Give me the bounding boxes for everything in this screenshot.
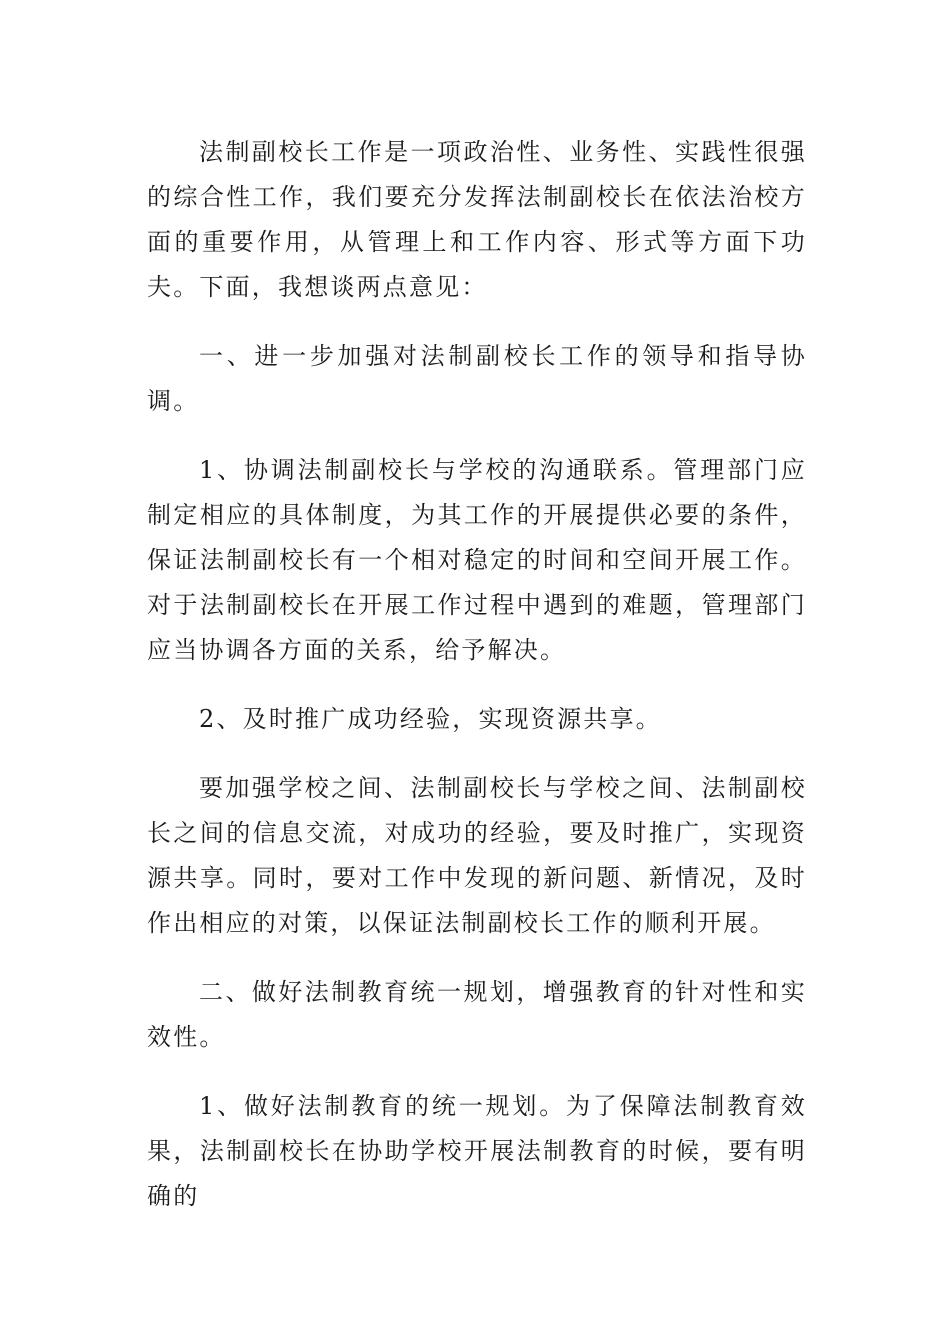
- paragraph-heading-1: 一、进一步加强对法制副校长工作的领导和指导协调。: [147, 342, 807, 415]
- paragraph-intro: 法制副校长工作是一项政治性、业务性、实践性很强的综合性工作，我们要充分发挥法制副校长在依法治校方面的重要作用，从管理上和工作内容、形式等方面下功夫。下面，我想谈两点意见：: [147, 138, 807, 301]
- paragraph-item-1-2: 2、及时推广成功经验，实现资源共享。: [199, 705, 662, 733]
- paragraph-item-1-2-detail: 要加强学校之间、法制副校长与学校之间、法制副校长之间的信息交流，对成功的经验，要及时推广，实现资源共享。同时，要对工作中发现的新问题、新情况，及时作出相应的对策，以保证法制副校长工作的顺利开展。: [147, 774, 807, 937]
- paragraph-item-1-1: 1、协调法制副校长与学校的沟通联系。管理部门应制定相应的具体制度，为其工作的开展提供必要的条件，保证法制副校长有一个相对稳定的时间和空间开展工作。对于法制副校长在开展工作过程中遇到的难题，管理部门应当协调各方面的关系，给予解决。: [147, 456, 807, 664]
- paragraph-heading-2: 二、做好法制教育统一规划，增强教育的针对性和实效性。: [147, 978, 807, 1051]
- paragraph-item-2-1: 1、做好法制教育的统一规划。为了保障法制教育效果，法制副校长在协助学校开展法制教育的时候，要有明确的: [147, 1092, 807, 1210]
- document-body: [147, 130, 807, 1243]
